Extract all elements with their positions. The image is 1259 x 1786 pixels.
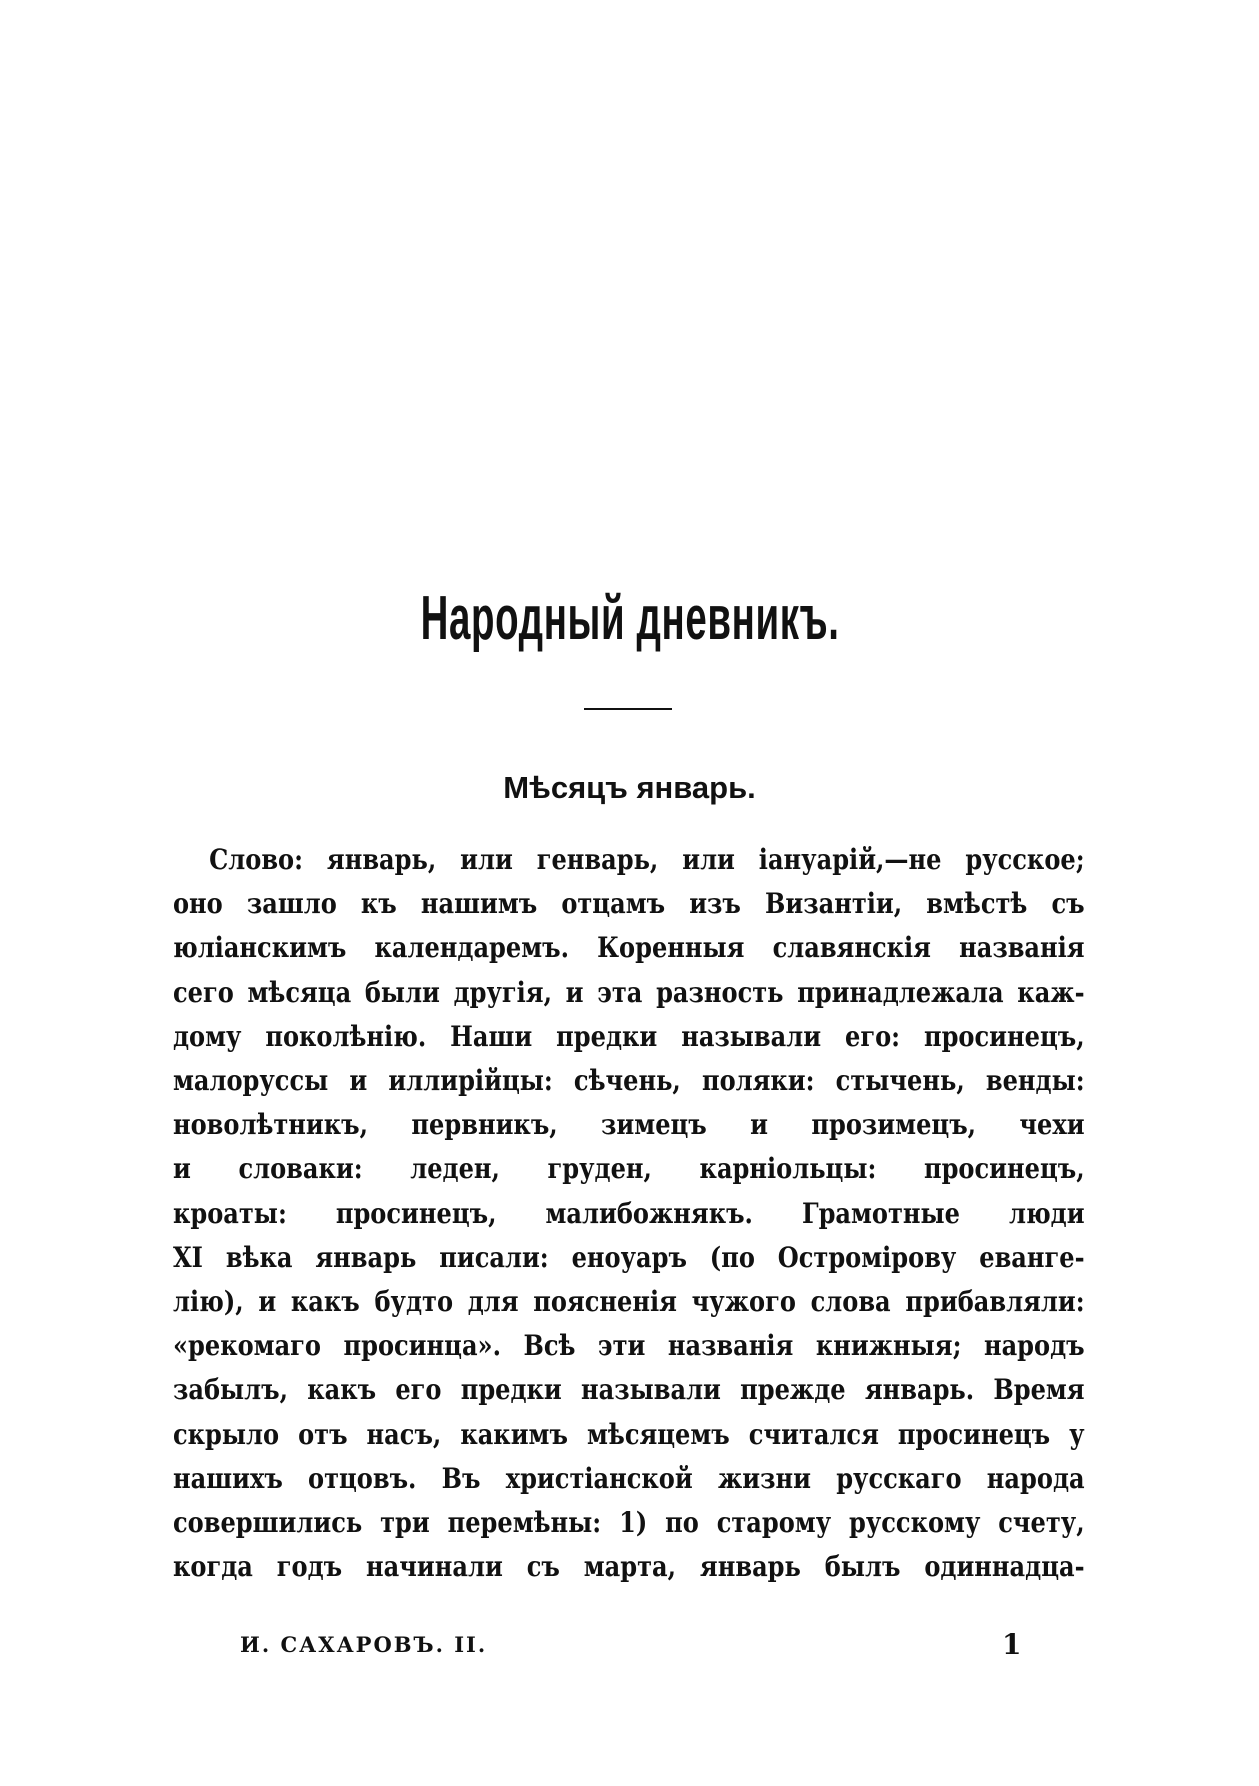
text-line: скрыло отъ насъ, какимъ мѣсяцемъ считался просинецъ у <box>173 1417 1085 1451</box>
text-line: юліанскимъ календаремъ. Коренныя славянскія названія <box>173 931 1085 965</box>
page-number: 1 <box>1002 1628 1024 1661</box>
text-line: и словаки: леден, груден, карніольцы: просинецъ, <box>173 1152 1085 1186</box>
text-line: оно зашло къ нашимъ отцамъ изъ Византіи, вмѣстѣ съ <box>173 887 1085 921</box>
text-line: сего мѣсяца были другія, и эта разность принадлежала каж- <box>173 975 1085 1009</box>
text-line: малоруссы и иллирійцы: сѣчень, поляки: стычень, венды: <box>173 1064 1085 1098</box>
text-line: кроаты: просинецъ, малибожнякъ. Грамотные люди <box>173 1196 1085 1230</box>
body-text <box>173 838 1085 1589</box>
text-line: лію), и какъ будто для поясненія чужого слова прибавляли: <box>173 1285 1085 1319</box>
text-line: «рекомаго просинца». Всѣ эти названія книжныя; народъ <box>173 1329 1085 1363</box>
text-line: дому поколѣнію. Наши предки называли его: просинецъ, <box>173 1019 1085 1053</box>
text-line: забылъ, какъ его предки называли прежде январь. Время <box>173 1373 1085 1407</box>
section-heading: Мѣсяцъ январь. <box>503 770 756 805</box>
footer-author-signature: И. САХАРОВЪ. II. <box>240 1632 488 1657</box>
text-line: нашихъ отцовъ. Въ христіанской жизни русскаго народа <box>173 1461 1085 1495</box>
text-line: совершились три перемѣны: 1) по старому русскому счету, <box>173 1506 1085 1540</box>
text-line: новолѣтникъ, первникъ, зимецъ и прозимецъ, чехи <box>173 1108 1085 1142</box>
title-divider <box>584 708 672 710</box>
text-line: XI вѣка январь писали: еноуаръ (по Остромірову еванге- <box>173 1240 1085 1274</box>
page-title: Народный дневникъ. <box>420 584 840 653</box>
text-line: когда годъ начинали съ марта, январь былъ одиннадца- <box>173 1550 1085 1584</box>
text-line: Слово: январь, или генварь, или іануарій,—не русское; <box>209 843 1085 876</box>
